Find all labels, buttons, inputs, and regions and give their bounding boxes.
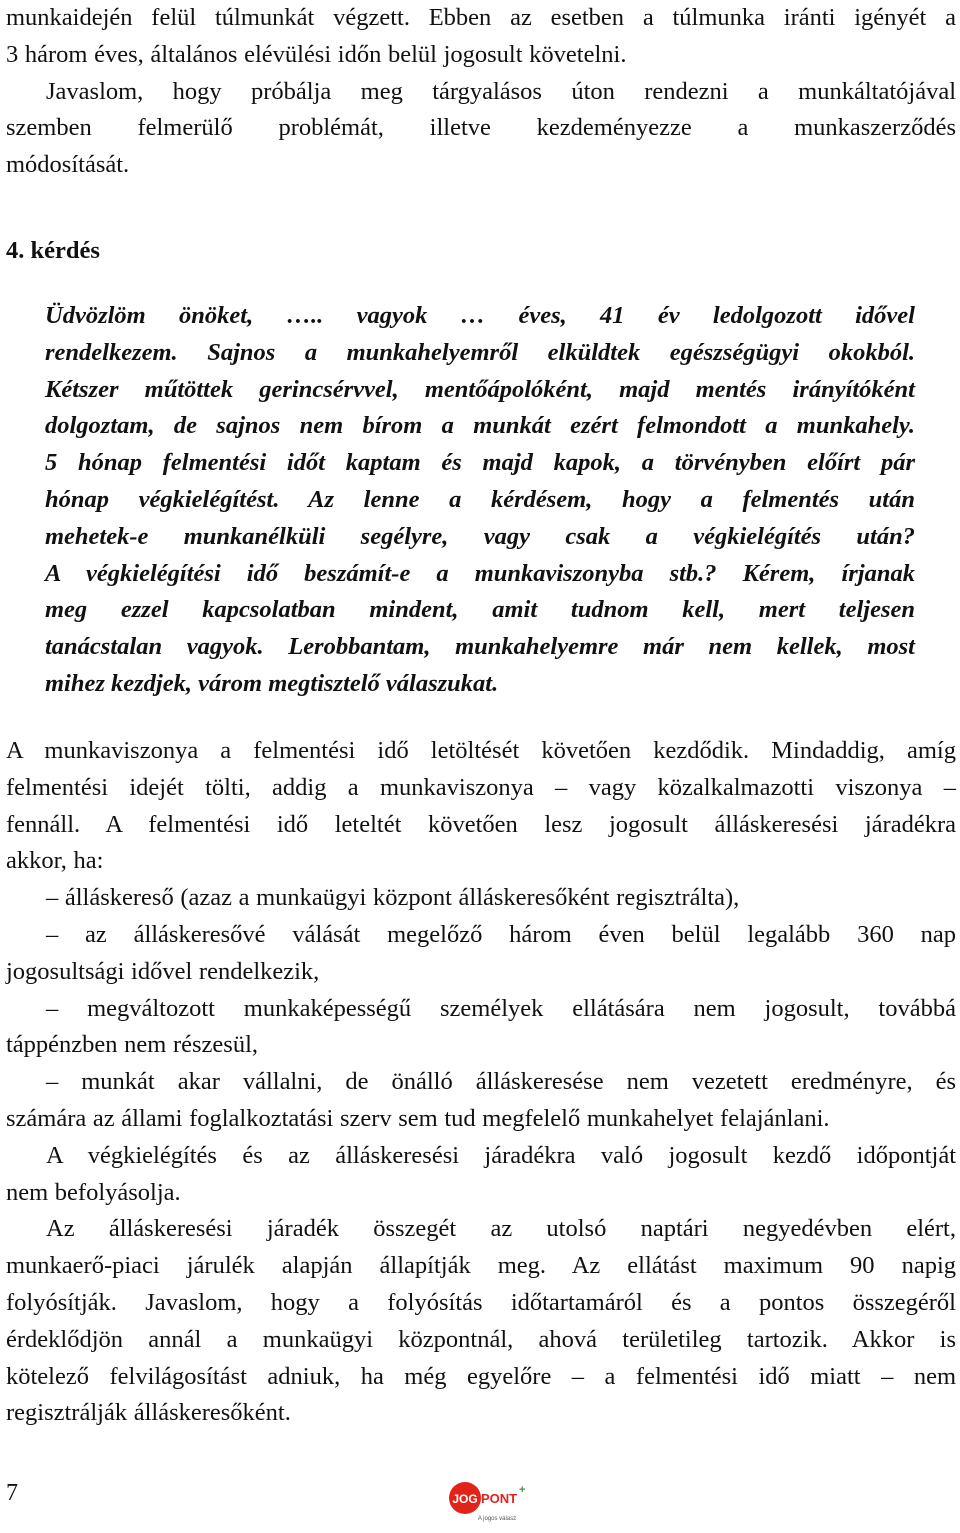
list-item-continuation: jogosultsági idővel rendelkezik,: [6, 957, 320, 985]
list-item-text: – az álláskeresővé válását megelőző három éven belül legalább 360 nap: [46, 920, 956, 948]
list-item: [6, 880, 956, 917]
question-line: mihez kezdjek, várom megtisztelő válaszukat.: [45, 669, 499, 697]
answer-line: regisztrálják álláskeresőként.: [6, 1399, 291, 1427]
answer-line-content: Az álláskeresési járadék összegét az utolsó naptári negyedévben elért,: [46, 1215, 956, 1243]
question-line: hónap végkielégítést. Az lenne a kérdésem, hogy a felmentés után: [45, 485, 915, 513]
answer-line: kötelező felvilágosítást adniuk, ha még egyelőre – a felmentési idő miatt – nem: [6, 1362, 956, 1390]
answer-line: munkaerő-piaci járulék alapján állapítják meg. Az ellátást maximum 90 napig: [6, 1252, 956, 1280]
list-item-text: – munkát akar vállalni, de önálló álláskeresése nem vezetett eredményre, és: [46, 1068, 956, 1096]
answer-line-content: A végkielégítés és az álláskeresési járadékra való jogosult kezdő időpontját: [46, 1141, 956, 1169]
answer-line: felmentési idejét tölti, addig a munkaviszonya – vagy közalkalmazotti viszonya –: [6, 773, 956, 801]
question-line: mehetek-e munkanélküli segélyre, vagy csak a végkielégítés után?: [45, 522, 915, 550]
text-line: módosítását.: [6, 151, 130, 179]
answer-line: [6, 1211, 956, 1248]
text-line: [6, 74, 956, 111]
text-line: 3 három éves, általános elévülési időn belül jogosult követelni.: [6, 40, 627, 68]
question-line: tanácstalan vagyok. Lerobbantam, munkahelyemre már nem kellek, most: [45, 633, 915, 661]
question-line: A végkielégítési idő beszámít-e a munkaviszonyba stb.? Kérem, írjanak: [45, 559, 915, 587]
text-line: szemben felmerülő problémát, illetve kezdeményezze a munkaszerződés: [6, 114, 956, 142]
page-number: 7: [6, 1480, 18, 1506]
question-line: Kétszer műtöttek gerincsérvvel, mentőápolóként, majd mentés irányítóként: [45, 375, 915, 403]
list-item-text: – megváltozott munkaképességű személyek ellátására nem jogosult, továbbá: [46, 994, 956, 1022]
logo-text-jog: JOG: [452, 1492, 478, 1506]
question-heading: 4. kérdés: [6, 237, 100, 264]
answer-line: A munkaviszonya a felmentési idő letöltését követően kezdődik. Mindaddig, amíg: [6, 737, 956, 764]
list-item-text: – álláskereső (azaz a munkaügyi központ álláskeresőként regisztrálta),: [46, 884, 740, 912]
text-line-content: Javaslom, hogy próbálja meg tárgyalásos úton rendezni a munkáltatójával: [46, 77, 956, 105]
intro-paragraph: [6, 0, 956, 184]
question-line: meg ezzel kapcsolatban mindent, amit tudnom kell, mert teljesen: [45, 596, 915, 624]
answer-line: nem befolyásolja.: [6, 1178, 181, 1206]
answer-line: fennáll. A felmentési idő leteltét követően lesz jogosult álláskeresési járadékra: [6, 810, 956, 838]
answer-line: [6, 1138, 956, 1175]
list-item: [6, 1064, 956, 1101]
logo-tagline: A jogos válasz: [477, 1516, 517, 1522]
logo-text-pont: PONT: [481, 1491, 518, 1506]
question-line: Üdvözlöm önöket, ….. vagyok … éves, 41 év ledolgozott idővel: [45, 302, 915, 329]
answer-line: akkor, ha:: [6, 847, 104, 875]
answer-line: folyósítják. Javaslom, hogy a folyósítás időtartamáról és a pontos összegéről: [6, 1288, 956, 1316]
list-item-continuation: számára az állami foglalkoztatási szerv sem tud megfelelő munkahelyet felajánlani.: [6, 1104, 830, 1132]
answer-text: [6, 733, 956, 1432]
question-text: [45, 298, 915, 703]
question-line: rendelkezem. Sajnos a munkahelyemről elküldtek egészségügyi okokból.: [45, 338, 915, 366]
question-line: dolgoztam, de sajnos nem bírom a munkát ezért felmondott a munkahely.: [45, 412, 915, 440]
question-line: 5 hónap felmentési időt kaptam és majd kapok, a törvényben előírt pár: [45, 449, 915, 477]
list-item: [6, 991, 956, 1028]
text-line: munkaidején felül túlmunkát végzett. Ebben az esetben a túlmunka iránti igényét a: [6, 4, 956, 31]
list-item: [6, 917, 956, 954]
answer-line: érdeklődjön annál a munkaügyi központnál, ahová területileg tartozik. Akkor is: [6, 1325, 956, 1353]
jogpont-logo: [447, 1480, 527, 1524]
logo-plus: +: [519, 1484, 526, 1496]
list-item-continuation: táppénzben nem részesül,: [6, 1031, 259, 1059]
